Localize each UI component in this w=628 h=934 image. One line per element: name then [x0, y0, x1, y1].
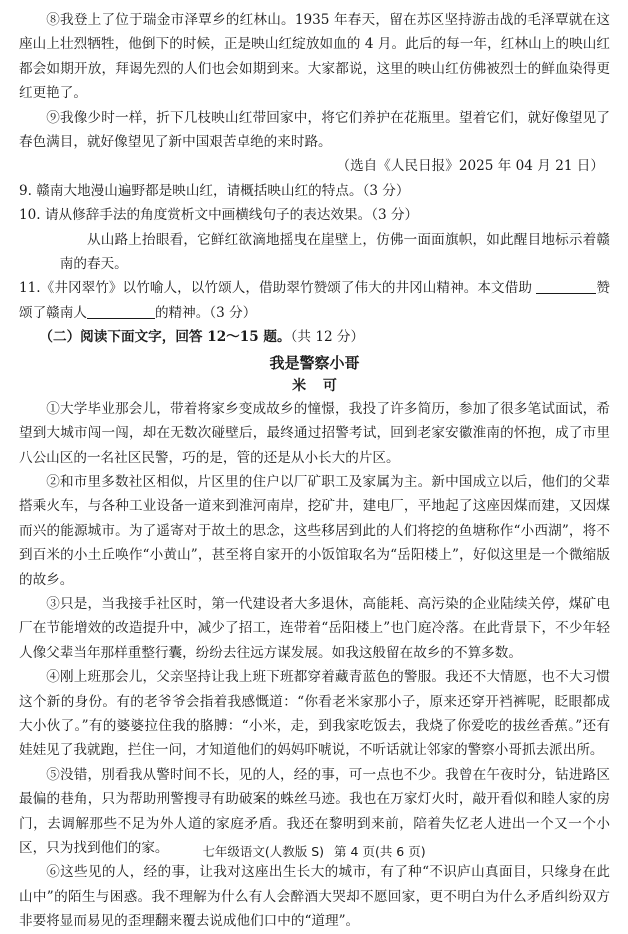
answer-blank-2[interactable] — [87, 303, 155, 319]
passage-paragraph-8: ⑧我登上了位于瑞金市泽覃乡的红林山。1935 年春天，留在苏区坚持游击战的毛泽覃就在这座山上壮烈牺牲，他倒下的时候，正是映山红绽放如血的 4 月。此后的每一年，红林山上的映山红都会如期开放，拜谒先烈的人们也会如期到来。大家都说，这里的映山红仿佛被烈士的鲜血染得更红更艳了。 — [19, 12, 610, 102]
article-paragraph-6: ⑥这些见的人，经的事，让我对这座出生长大的城市，有了种“不识庐山真面目，只缘身在此山中”的陌生与困惑。我不理解为什么有人会醉酒大哭却不愿回家，更不明白为什么矛盾纠纷双方非要将显而易见的歪理翻来覆去说成他们口中的“道理”。 — [19, 864, 610, 930]
footer-subject: 七年级语文(人教版 S) — [202, 844, 325, 859]
section-2-points: （共 12 分） — [290, 329, 365, 346]
article-paragraph-4: ④刚上班那会儿，父亲坚持让我上班下班都穿着藏青蓝色的警服。我还不大情愿，也不大习惯这个新的身份。有的老爷爷会指着我感慨道：“你看老米家那小子，原来还穿开裆裤呢，眨眼都成大小伙了。”有的婆婆拉住我的胳膊：“小米，走，到我家吃饭去，我烧了你爱吃的拔丝香蕉。”还有娃娃见了我就跑，拦住一问，才知道他们的妈妈吓唬说，不听话就让邻家的警察小哥抓去派出所。 — [19, 669, 610, 759]
passage-paragraph-9: ⑨我像少时一样，折下几枝映山红带回家中，将它们养护在花瓶里。望着它们，就好像望见了春色满目，就好像望见了新中国艰苦卓绝的来时路。 — [19, 109, 610, 151]
article-paragraph-1: ①大学毕业那会儿，带着将家乡变成故乡的憧憬，我投了许多简历，参加了很多笔试面试，希望到大城市闯一闯，却在无数次碰壁后，最终通过招警考试，回到老家安徽淮南的怀抱，成了市里八公山区的一名社区民警，巧的是，管的还是从小长大的片区。 — [19, 400, 610, 466]
question-11-text-3: 的精神。（3 分） — [154, 304, 257, 321]
question-9: 9. 赣南大地漫山遍野都是映山红，请概括映山红的特点。（3 分） — [19, 182, 410, 199]
passage-source: （选自《人民日报》2025 年 04 月 21 日） — [336, 158, 604, 175]
article-title: 我是警察小哥 — [269, 353, 360, 372]
article-paragraph-5: ⑤没错，別看我从警时间不长，见的人，经的事，可一点也不少。我曾在午夜时分，钻进路区最偏的巷角，只为帮助刑警搜寻有助破案的蛛丝马迹。我也在万家灯火时，敲开看似和睦人家的房门，去调解那些不足为外人道的家庭矛盾。我还在黎明到来前，陪着失忆老人进出一个又一个小区，只为找到他们的家。 — [19, 766, 610, 856]
section-2-heading-text: （二）阅读下面文字，回答 12～15 题。 — [39, 329, 291, 346]
question-10: 10. 请从修辞手法的角度赏析文中画横线句子的表达效果。（3 分） — [19, 207, 419, 224]
question-10-quote: 从山路上抬眼看，它鲜红欲滴地摇曳在崖壁上，仿佛一面面旗帜，如此醒目地标示着赣南的春天。 — [59, 231, 610, 273]
question-11-text-1: 11.《井冈翠竹》以竹喻人，以竹颂人，借助翠竹赞颂了伟大的井冈山精神。本文借助 — [19, 280, 532, 297]
section-2-heading — [19, 325, 610, 349]
article-author: 米可 — [292, 377, 354, 394]
question-11 — [19, 276, 610, 325]
page-footer — [0, 842, 628, 860]
article-paragraph-3: ③只是，当我接手社区时，第一代建设者大多退休，高能耗、高污染的企业陆续关停，煤矿电厂在节能增效的改造提升中，减少了招工，连带着“岳阳楼上”也门庭冷落。在此背景下，不少年轻人像父辈当年那样重整行囊，纷纷去往远方谋发展。如我这般留在故乡的不算多数。 — [19, 595, 610, 661]
article-paragraph-2: ②和市里多数社区相似，片区里的住户以厂矿职工及家属为主。新中国成立以后，他们的父辈搭乘火车，与各种工业设备一道来到淮河南岸，挖矿井，建电厂，平地起了这座因煤而建，又因煤而兴的能源城市。为了遥寄对于故土的思念，这些移居到此的人们将挖的鱼塘称作“小西湖”，将不到百米的小土丘唤作“小黄山”，甚至将自家开的小饭馆取名为“岳阳楼上”，好似这里是一个微缩版的故乡。 — [19, 473, 610, 588]
answer-blank-1[interactable] — [536, 278, 596, 294]
question-11-text-2: 赞颂了赣南人 — [19, 280, 610, 321]
footer-page-number: 第 4 页(共 6 页) — [334, 844, 426, 859]
